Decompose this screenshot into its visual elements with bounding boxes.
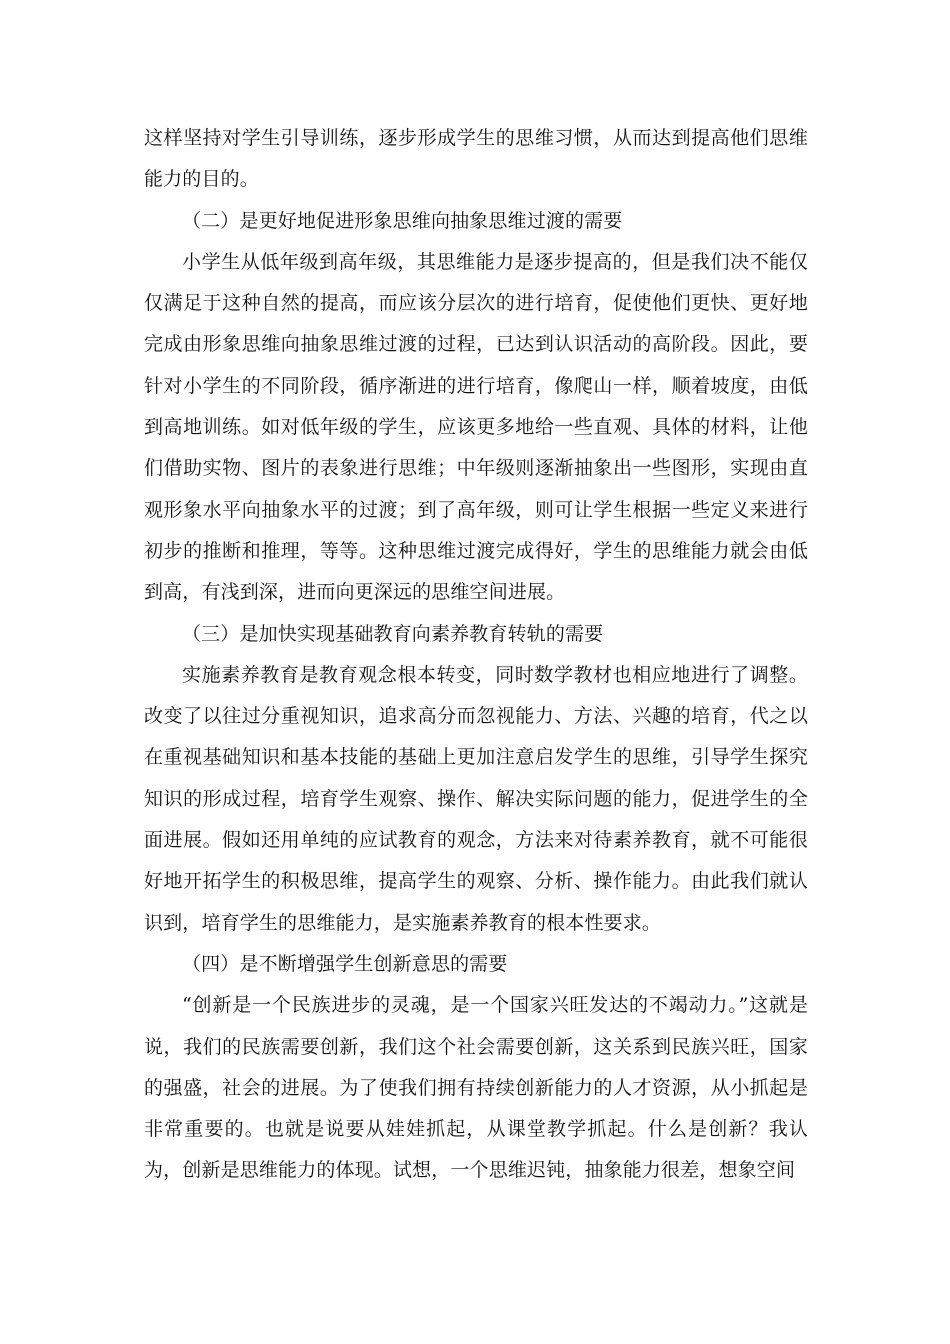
paragraph-section-2: 小学生从低年级到高年级，其思维能力是逐步提高的，但是我们决不能仅仅满足于这种自然的提高，而应该分层次的进行培育，促使他们更快、更好地完成由形象思维向抽象思维过渡的过程，已达到认识活动的高阶段。因此，要针对小学生的不同阶段，循序渐进的进行培育，像爬山一样，顺着坡度，由低到高地训练。如对低年级的学生，应该更多地给一些直观、具体的材料，让他们借助实物、图片的表象进行思维；中年级则逐渐抽象出一些图形，实现由直观形象水平向抽象水平的过渡；到了高年级，则可让学生根据一些定义来进行初步的推断和推理，等等。这种思维过渡完成得好，学生的思维能力就会由低到高，有浅到深，进而向更深远的思维空间进展。 [144,250,808,604]
section-heading-3: （三）是加快实现基础教育向素养教育转轨的需要 [182,622,604,645]
document-body [144,118,808,1192]
paragraph-section-4: “创新是一个民族进步的灵魂，是一个国家兴旺发达的不竭动力。”这就是说，我们的民族需要创新，我们这个社会需要创新，这关系到民族兴旺，国家的强盛，社会的进展。为了使我们拥有持续创新能力的人才资源，从小抓起是非常重要的。也就是说要从娃娃抓起，从课堂教学抓起。什么是创新？我认为，创新是思维能力的体现。试想，一个思维迟钝，抽象能力很差，想象空间 [144,994,808,1182]
paragraph-section-3: 实施素养教育是教育观念根本转变，同时数学教材也相应地进行了调整。改变了以往过分重视知识，追求高分而忽视能力、方法、兴趣的培育，代之以在重视基础知识和基本技能的基础上更加注意启发学生的思维，引导学生探究知识的形成过程，培育学生观察、操作、解决实际问题的能力，促进学生的全面进展。假如还用单纯的应试教育的观念，方法来对待素养教育，就不可能很好地开拓学生的积极思维，提高学生的观察、分析、操作能力。由此我们就认识到，培育学生的思维能力，是实施素养教育的根本性要求。 [144,663,808,934]
section-heading-2: （二）是更好地促进形象思维向抽象思维过渡的需要 [182,209,623,232]
paragraph-continuation: 这样坚持对学生引导训练，逐步形成学生的思维习惯，从而达到提高他们思维能力的目的。 [144,127,808,191]
section-heading-4: （四）是不断增强学生创新意思的需要 [182,952,508,975]
